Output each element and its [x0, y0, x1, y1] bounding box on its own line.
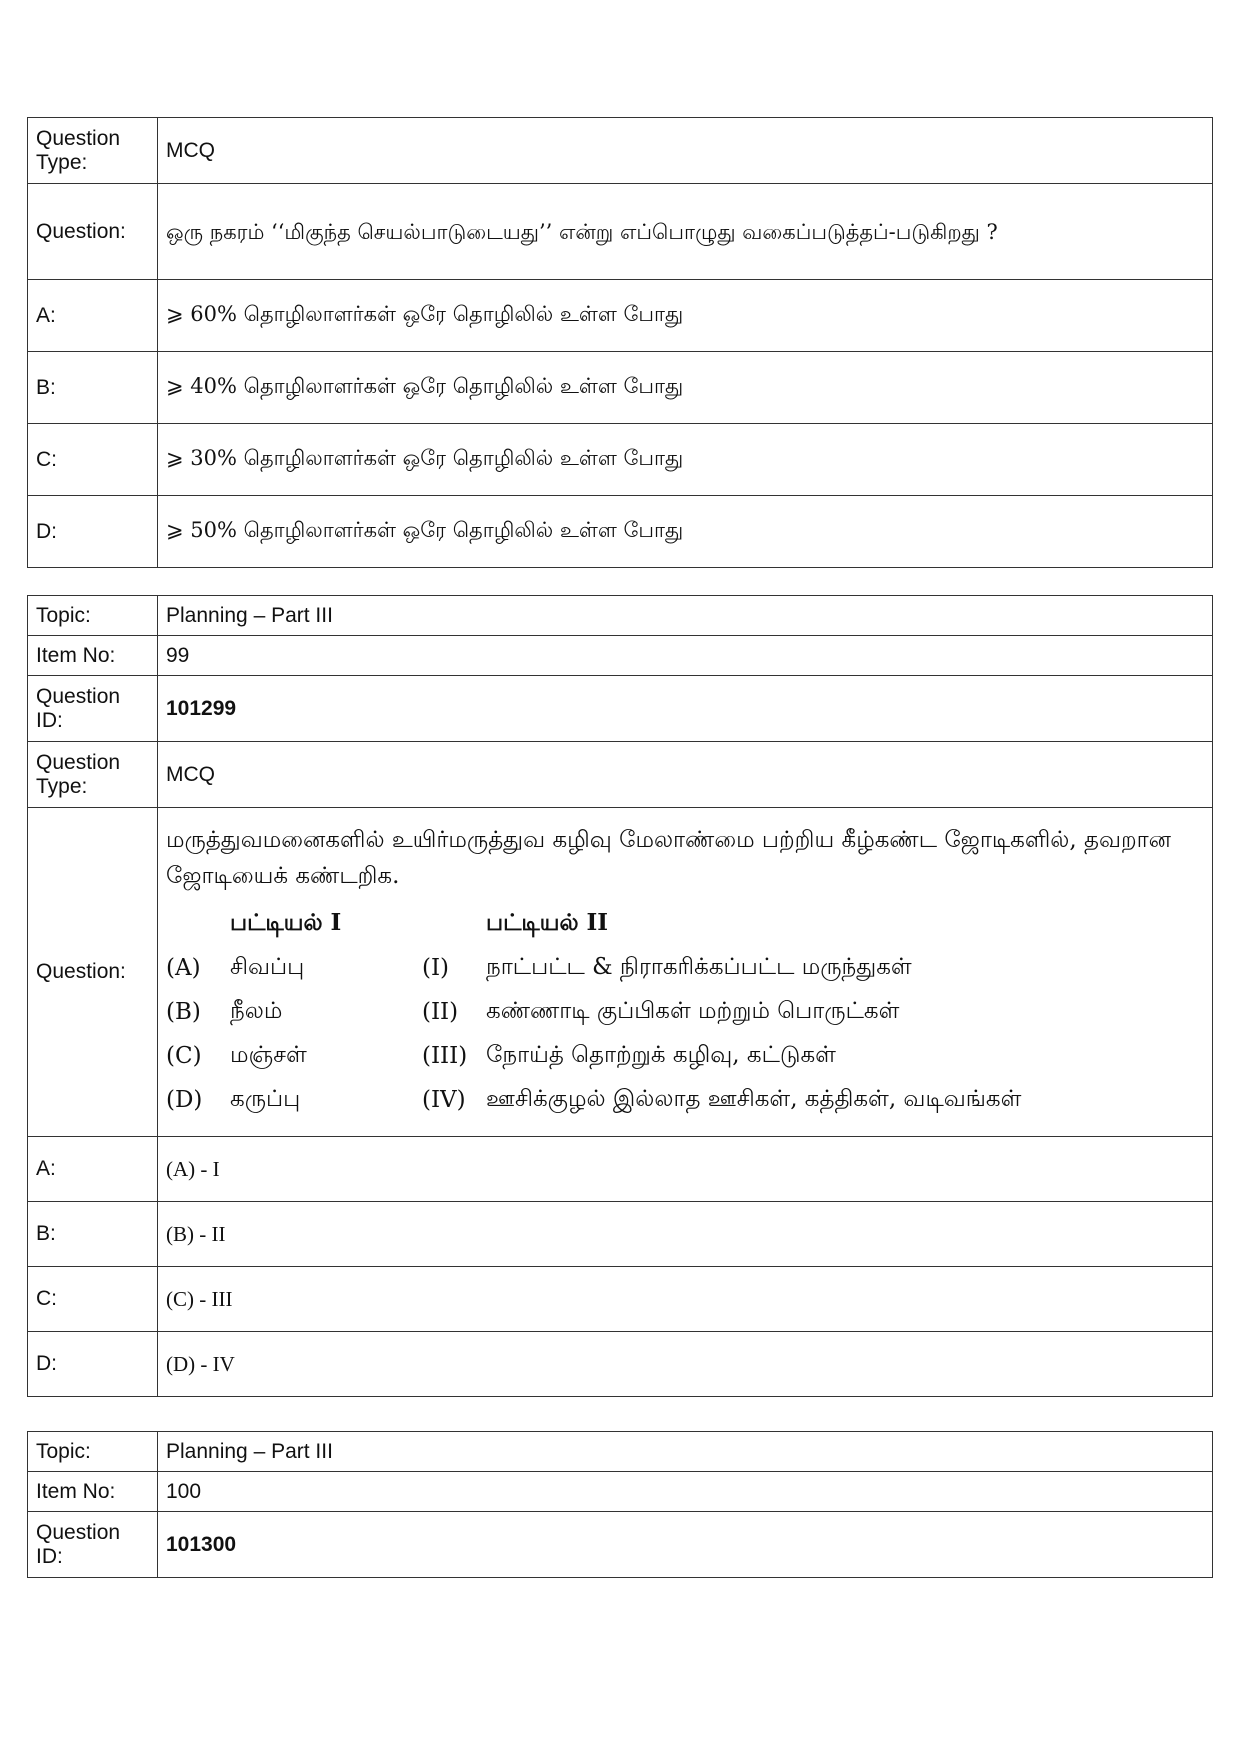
list-1-key: (A) — [166, 955, 201, 981]
option-d-label: D: — [28, 496, 158, 568]
option-d-text: (D) - IV — [158, 1332, 1213, 1397]
list-row — [166, 1034, 1186, 1078]
list-2-heading: பட்டியல் II — [486, 909, 609, 936]
list-row — [166, 946, 1186, 990]
option-c-label: C: — [28, 424, 158, 496]
item-no-label: Item No: — [28, 1472, 158, 1512]
option-b-text: ⩾ 40% தொழிலாளர்கள் ஒரே தொழிலில் உள்ள போது — [158, 352, 1213, 424]
question-body — [158, 808, 1213, 1137]
match-list — [166, 902, 1186, 1122]
item-no-label: Item No: — [28, 636, 158, 676]
question-intro: மருத்துவமனைகளில் உயிர்மருத்துவ கழிவு மேலாண்மை பற்றிய கீழ்கண்ட ஜோடிகளில், தவறான ஜோடியைக் கண்டறிக. — [166, 827, 1171, 889]
list-2-key: (IV) — [422, 1087, 466, 1113]
option-c-text: ⩾ 30% தொழிலாளர்கள் ஒரே தொழிலில் உள்ள போது — [158, 424, 1213, 496]
option-a-text: ⩾ 60% தொழிலாளர்கள் ஒரே தொழிலில் உள்ள போது — [158, 280, 1213, 352]
option-d-label: D: — [28, 1332, 158, 1397]
question-type-label: Question Type: — [28, 118, 158, 184]
question-table-3 — [27, 1431, 1213, 1578]
topic-label: Topic: — [28, 596, 158, 636]
list-2-key: (I) — [422, 955, 450, 981]
option-b-label: B: — [28, 1202, 158, 1267]
option-d-text: ⩾ 50% தொழிலாளர்கள் ஒரே தொழிலில் உள்ள போது — [158, 496, 1213, 568]
question-label: Question: — [28, 184, 158, 280]
list-row — [166, 1078, 1186, 1122]
list-1-key: (D) — [166, 1087, 203, 1113]
list-2-value: கண்ணாடி குப்பிகள் மற்றும் பொருட்கள் — [486, 997, 900, 1024]
question-id-label: Question ID: — [28, 1512, 158, 1578]
list-2-value: நாட்பட்ட & நிராகரிக்கப்பட்ட மருந்துகள் — [486, 953, 912, 980]
list-1-key: (C) — [166, 1043, 202, 1069]
question-type-value: MCQ — [158, 118, 1213, 184]
option-a-label: A: — [28, 280, 158, 352]
question-type-value: MCQ — [158, 742, 1213, 808]
option-a-label: A: — [28, 1137, 158, 1202]
list-1-value: கருப்பு — [230, 1085, 301, 1112]
list-1-value: மஞ்சள் — [230, 1041, 307, 1068]
topic-value: Planning – Part III — [158, 1432, 1213, 1472]
question-id-value: 101299 — [158, 676, 1213, 742]
option-b-text: (B) - II — [158, 1202, 1213, 1267]
topic-label: Topic: — [28, 1432, 158, 1472]
list-1-value: சிவப்பு — [230, 953, 305, 980]
topic-value: Planning – Part III — [158, 596, 1213, 636]
question-table-2 — [27, 595, 1213, 1397]
question-id-label: Question ID: — [28, 676, 158, 742]
list-2-key: (III) — [422, 1043, 468, 1069]
list-1-heading: பட்டியல் I — [230, 909, 342, 936]
list-row — [166, 990, 1186, 1034]
question-type-label: Question Type: — [28, 742, 158, 808]
item-no-value: 100 — [158, 1472, 1213, 1512]
question-text: ஒரு நகரம் ‘‘மிகுந்த செயல்பாடுடையது’’ என்று எப்பொழுது வகைப்படுத்தப்-படுகிறது ? — [158, 184, 1213, 280]
list-1-value: நீலம் — [230, 997, 283, 1024]
list-2-key: (II) — [422, 999, 459, 1025]
list-1-key: (B) — [166, 999, 201, 1025]
question-label: Question: — [28, 808, 158, 1137]
option-c-text: (C) - III — [158, 1267, 1213, 1332]
option-a-text: (A) - I — [158, 1137, 1213, 1202]
list-2-value: நோய்த் தொற்றுக் கழிவு, கட்டுகள் — [486, 1041, 836, 1068]
question-table-1 — [27, 117, 1213, 568]
option-b-label: B: — [28, 352, 158, 424]
question-id-value: 101300 — [158, 1512, 1213, 1578]
item-no-value: 99 — [158, 636, 1213, 676]
option-c-label: C: — [28, 1267, 158, 1332]
list-2-value: ஊசிக்குழல் இல்லாத ஊசிகள், கத்திகள், வடிவங்கள் — [486, 1085, 1022, 1112]
